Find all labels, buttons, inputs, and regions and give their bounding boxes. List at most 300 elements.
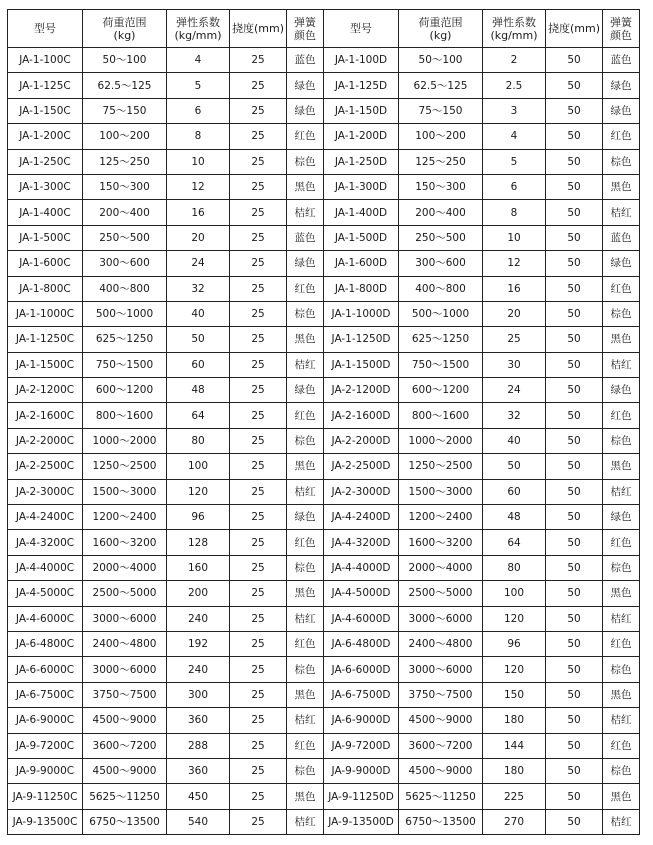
load-range-c-cell: 1600～3200 [83,530,167,555]
color-c-cell: 黑色 [287,174,324,199]
spring-rate-c-cell: 100 [167,454,230,479]
color-c-cell: 黑色 [287,682,324,707]
spring-rate-c-cell: 4 [167,48,230,73]
spring-rate-d-cell: 2.5 [483,73,546,98]
model-d-cell: JA-2-1200D [324,378,399,403]
model-d-cell: JA-4-2400D [324,505,399,530]
model-c-cell: JA-1-800C [8,276,83,301]
model-d-cell: JA-1-400D [324,200,399,225]
deflection-d-cell: 50 [546,555,603,580]
table-row [8,428,640,453]
deflection-d-cell: 50 [546,149,603,174]
color-d-cell: 红色 [603,631,640,656]
deflection-c-cell: 25 [230,530,287,555]
deflection-c-cell: 25 [230,606,287,631]
model-c-cell: JA-1-125C [8,73,83,98]
spring-rate-c-cell: 50 [167,327,230,352]
model-c-cell: JA-4-2400C [8,505,83,530]
color-d-cell: 绿色 [603,251,640,276]
header-spring-rate-c: 弹性系数 (kg/mm) [167,10,230,48]
spring-rate-d-cell: 225 [483,784,546,809]
table-row [8,505,640,530]
model-d-cell: JA-6-4800D [324,631,399,656]
load-range-d-cell: 250～500 [399,225,483,250]
deflection-c-cell: 25 [230,784,287,809]
model-d-cell: JA-2-1600D [324,403,399,428]
model-c-cell: JA-2-3000C [8,479,83,504]
load-range-c-cell: 5625～11250 [83,784,167,809]
load-range-d-cell: 125～250 [399,149,483,174]
load-range-d-cell: 3000～6000 [399,657,483,682]
load-range-c-cell: 3000～6000 [83,606,167,631]
deflection-d-cell: 50 [546,809,603,834]
load-range-d-cell: 500～1000 [399,301,483,326]
deflection-c-cell: 25 [230,327,287,352]
load-range-d-cell: 2500～5000 [399,581,483,606]
model-d-cell: JA-6-9000D [324,708,399,733]
spring-rate-c-cell: 288 [167,733,230,758]
table-row [8,403,640,428]
spring-rate-c-cell: 5 [167,73,230,98]
model-d-cell: JA-2-3000D [324,479,399,504]
spring-rate-d-cell: 6 [483,174,546,199]
spring-rate-d-cell: 2 [483,48,546,73]
spring-rate-c-cell: 20 [167,225,230,250]
table-row [8,48,640,73]
table-row [8,73,640,98]
model-d-cell: JA-9-7200D [324,733,399,758]
color-d-cell: 棕色 [603,758,640,783]
load-range-d-cell: 400～800 [399,276,483,301]
load-range-d-cell: 600～1200 [399,378,483,403]
table-row [8,682,640,707]
model-d-cell: JA-1-250D [324,149,399,174]
color-c-cell: 桔红 [287,708,324,733]
color-c-cell: 棕色 [287,149,324,174]
header-load-range-d: 荷重范围 (kg) [399,10,483,48]
deflection-c-cell: 25 [230,403,287,428]
color-c-cell: 桔红 [287,352,324,377]
deflection-d-cell: 50 [546,454,603,479]
spring-rate-d-cell: 10 [483,225,546,250]
deflection-d-cell: 50 [546,200,603,225]
model-d-cell: JA-1-1250D [324,327,399,352]
deflection-c-cell: 25 [230,251,287,276]
load-range-d-cell: 300～600 [399,251,483,276]
model-d-cell: JA-1-200D [324,124,399,149]
deflection-c-cell: 25 [230,454,287,479]
color-d-cell: 棕色 [603,555,640,580]
model-c-cell: JA-1-600C [8,251,83,276]
model-c-cell: JA-1-150C [8,98,83,123]
model-c-cell: JA-2-1200C [8,378,83,403]
color-d-cell: 桔红 [603,606,640,631]
table-row [8,809,640,834]
load-range-c-cell: 4500～9000 [83,708,167,733]
color-d-cell: 绿色 [603,73,640,98]
load-range-d-cell: 1000～2000 [399,428,483,453]
model-c-cell: JA-1-500C [8,225,83,250]
color-c-cell: 棕色 [287,657,324,682]
load-range-c-cell: 125～250 [83,149,167,174]
load-range-d-cell: 150～300 [399,174,483,199]
color-c-cell: 蓝色 [287,48,324,73]
model-d-cell: JA-9-13500D [324,809,399,834]
spring-rate-d-cell: 30 [483,352,546,377]
model-c-cell: JA-1-300C [8,174,83,199]
color-d-cell: 绿色 [603,98,640,123]
table-row [8,631,640,656]
deflection-d-cell: 50 [546,276,603,301]
color-c-cell: 棕色 [287,555,324,580]
table-row [8,327,640,352]
deflection-c-cell: 25 [230,708,287,733]
load-range-d-cell: 625～1250 [399,327,483,352]
spring-rate-d-cell: 180 [483,758,546,783]
spring-rate-d-cell: 80 [483,555,546,580]
load-range-d-cell: 3600～7200 [399,733,483,758]
spring-rate-c-cell: 60 [167,352,230,377]
load-range-d-cell: 75～150 [399,98,483,123]
color-d-cell: 红色 [603,733,640,758]
load-range-c-cell: 75～150 [83,98,167,123]
model-d-cell: JA-1-1500D [324,352,399,377]
color-d-cell: 棕色 [603,149,640,174]
load-range-c-cell: 400～800 [83,276,167,301]
model-c-cell: JA-1-400C [8,200,83,225]
color-d-cell: 黑色 [603,581,640,606]
color-d-cell: 棕色 [603,657,640,682]
table-row [8,225,640,250]
load-range-d-cell: 4500～9000 [399,708,483,733]
load-range-c-cell: 750～1500 [83,352,167,377]
model-d-cell: JA-1-125D [324,73,399,98]
load-range-c-cell: 500～1000 [83,301,167,326]
table-row [8,276,640,301]
spring-rate-c-cell: 160 [167,555,230,580]
table-row [8,733,640,758]
color-d-cell: 桔红 [603,708,640,733]
model-c-cell: JA-9-13500C [8,809,83,834]
color-d-cell: 棕色 [603,428,640,453]
deflection-d-cell: 50 [546,657,603,682]
deflection-c-cell: 25 [230,428,287,453]
header-model-d: 型号 [324,10,399,48]
header-color-d: 弹簧 颜色 [603,10,640,48]
deflection-c-cell: 25 [230,733,287,758]
color-d-cell: 红色 [603,530,640,555]
spring-rate-c-cell: 40 [167,301,230,326]
deflection-d-cell: 50 [546,631,603,656]
header-model-c: 型号 [8,10,83,48]
deflection-d-cell: 50 [546,708,603,733]
deflection-d-cell: 50 [546,581,603,606]
table-row [8,708,640,733]
spring-spec-table [7,9,640,835]
deflection-c-cell: 25 [230,631,287,656]
deflection-d-cell: 50 [546,428,603,453]
color-d-cell: 红色 [603,403,640,428]
color-d-cell: 绿色 [603,378,640,403]
color-c-cell: 黑色 [287,327,324,352]
load-range-c-cell: 600～1200 [83,378,167,403]
deflection-d-cell: 50 [546,352,603,377]
color-d-cell: 绿色 [603,505,640,530]
model-c-cell: JA-9-11250C [8,784,83,809]
spring-rate-c-cell: 96 [167,505,230,530]
color-d-cell: 蓝色 [603,225,640,250]
model-c-cell: JA-6-4800C [8,631,83,656]
color-d-cell: 桔红 [603,809,640,834]
model-c-cell: JA-1-1500C [8,352,83,377]
deflection-c-cell: 25 [230,225,287,250]
load-range-d-cell: 3000～6000 [399,606,483,631]
table-row [8,581,640,606]
model-c-cell: JA-4-4000C [8,555,83,580]
color-c-cell: 绿色 [287,98,324,123]
load-range-d-cell: 1500～3000 [399,479,483,504]
load-range-c-cell: 2500～5000 [83,581,167,606]
model-d-cell: JA-4-4000D [324,555,399,580]
color-d-cell: 蓝色 [603,48,640,73]
spring-rate-d-cell: 12 [483,251,546,276]
spring-rate-d-cell: 20 [483,301,546,326]
model-d-cell: JA-1-800D [324,276,399,301]
model-c-cell: JA-9-9000C [8,758,83,783]
spring-rate-d-cell: 16 [483,276,546,301]
deflection-d-cell: 50 [546,327,603,352]
load-range-d-cell: 62.5～125 [399,73,483,98]
load-range-c-cell: 200～400 [83,200,167,225]
load-range-c-cell: 100～200 [83,124,167,149]
spring-rate-c-cell: 10 [167,149,230,174]
model-c-cell: JA-9-7200C [8,733,83,758]
load-range-c-cell: 250～500 [83,225,167,250]
spring-rate-c-cell: 12 [167,174,230,199]
color-c-cell: 黑色 [287,581,324,606]
color-c-cell: 蓝色 [287,225,324,250]
load-range-c-cell: 150～300 [83,174,167,199]
table-row [8,479,640,504]
model-d-cell: JA-2-2000D [324,428,399,453]
load-range-c-cell: 2400～4800 [83,631,167,656]
model-d-cell: JA-1-150D [324,98,399,123]
color-c-cell: 绿色 [287,251,324,276]
spring-rate-d-cell: 120 [483,606,546,631]
deflection-c-cell: 25 [230,758,287,783]
deflection-d-cell: 50 [546,48,603,73]
model-d-cell: JA-1-600D [324,251,399,276]
color-d-cell: 红色 [603,276,640,301]
table-row [8,200,640,225]
deflection-d-cell: 50 [546,124,603,149]
color-c-cell: 绿色 [287,378,324,403]
header-row [8,10,640,48]
spring-rate-d-cell: 150 [483,682,546,707]
color-d-cell: 桔红 [603,352,640,377]
model-c-cell: JA-4-6000C [8,606,83,631]
model-c-cell: JA-6-7500C [8,682,83,707]
table-row [8,124,640,149]
header-deflection-c: 挠度(mm) [230,10,287,48]
deflection-d-cell: 50 [546,98,603,123]
deflection-c-cell: 25 [230,200,287,225]
spring-rate-c-cell: 16 [167,200,230,225]
deflection-d-cell: 50 [546,479,603,504]
spring-rate-d-cell: 32 [483,403,546,428]
color-d-cell: 桔红 [603,200,640,225]
table-row [8,657,640,682]
header-load-range-c: 荷重范围 (kg) [83,10,167,48]
load-range-d-cell: 800～1600 [399,403,483,428]
load-range-c-cell: 2000～4000 [83,555,167,580]
model-c-cell: JA-1-1000C [8,301,83,326]
color-d-cell: 黑色 [603,784,640,809]
deflection-c-cell: 25 [230,124,287,149]
deflection-d-cell: 50 [546,301,603,326]
model-d-cell: JA-6-6000D [324,657,399,682]
model-d-cell: JA-9-9000D [324,758,399,783]
load-range-d-cell: 5625～11250 [399,784,483,809]
model-d-cell: JA-1-100D [324,48,399,73]
color-c-cell: 绿色 [287,73,324,98]
table-row [8,352,640,377]
spring-rate-c-cell: 300 [167,682,230,707]
deflection-c-cell: 25 [230,73,287,98]
load-range-d-cell: 4500～9000 [399,758,483,783]
spring-rate-c-cell: 360 [167,758,230,783]
load-range-c-cell: 3000～6000 [83,657,167,682]
model-d-cell: JA-1-500D [324,225,399,250]
load-range-c-cell: 3600～7200 [83,733,167,758]
deflection-c-cell: 25 [230,174,287,199]
load-range-c-cell: 62.5～125 [83,73,167,98]
deflection-c-cell: 25 [230,98,287,123]
deflection-d-cell: 50 [546,758,603,783]
deflection-c-cell: 25 [230,276,287,301]
color-c-cell: 红色 [287,403,324,428]
model-c-cell: JA-6-9000C [8,708,83,733]
spring-rate-d-cell: 100 [483,581,546,606]
model-d-cell: JA-1-300D [324,174,399,199]
table-row [8,149,640,174]
spring-rate-c-cell: 64 [167,403,230,428]
model-d-cell: JA-4-5000D [324,581,399,606]
color-c-cell: 红色 [287,530,324,555]
deflection-c-cell: 25 [230,378,287,403]
color-d-cell: 红色 [603,124,640,149]
table-row [8,555,640,580]
color-d-cell: 黑色 [603,327,640,352]
load-range-d-cell: 100～200 [399,124,483,149]
spring-rate-c-cell: 240 [167,657,230,682]
model-d-cell: JA-9-11250D [324,784,399,809]
load-range-c-cell: 1500～3000 [83,479,167,504]
color-c-cell: 棕色 [287,758,324,783]
header-deflection-d: 挠度(mm) [546,10,603,48]
header-color-c: 弹簧 颜色 [287,10,324,48]
load-range-d-cell: 3750～7500 [399,682,483,707]
deflection-d-cell: 50 [546,403,603,428]
deflection-c-cell: 25 [230,479,287,504]
table-header [8,10,640,48]
load-range-d-cell: 6750～13500 [399,809,483,834]
deflection-c-cell: 25 [230,301,287,326]
color-d-cell: 棕色 [603,301,640,326]
spring-rate-c-cell: 24 [167,251,230,276]
table-row [8,758,640,783]
deflection-c-cell: 25 [230,809,287,834]
model-c-cell: JA-2-2000C [8,428,83,453]
table-row [8,98,640,123]
model-d-cell: JA-6-7500D [324,682,399,707]
deflection-c-cell: 25 [230,352,287,377]
load-range-c-cell: 800～1600 [83,403,167,428]
spring-rate-d-cell: 3 [483,98,546,123]
deflection-d-cell: 50 [546,251,603,276]
color-c-cell: 绿色 [287,505,324,530]
deflection-d-cell: 50 [546,784,603,809]
color-c-cell: 红色 [287,631,324,656]
spring-rate-d-cell: 96 [483,631,546,656]
load-range-c-cell: 1250～2500 [83,454,167,479]
spring-rate-d-cell: 120 [483,657,546,682]
load-range-c-cell: 4500～9000 [83,758,167,783]
table-row [8,378,640,403]
model-c-cell: JA-2-2500C [8,454,83,479]
spring-rate-c-cell: 200 [167,581,230,606]
deflection-d-cell: 50 [546,606,603,631]
spring-rate-d-cell: 24 [483,378,546,403]
color-c-cell: 红色 [287,124,324,149]
load-range-d-cell: 1600～3200 [399,530,483,555]
spring-rate-d-cell: 8 [483,200,546,225]
table-row [8,174,640,199]
spring-rate-c-cell: 48 [167,378,230,403]
spring-rate-d-cell: 5 [483,149,546,174]
deflection-c-cell: 25 [230,555,287,580]
load-range-c-cell: 300～600 [83,251,167,276]
spring-rate-d-cell: 25 [483,327,546,352]
deflection-d-cell: 50 [546,225,603,250]
color-c-cell: 黑色 [287,784,324,809]
model-c-cell: JA-1-250C [8,149,83,174]
spring-rate-c-cell: 80 [167,428,230,453]
deflection-d-cell: 50 [546,174,603,199]
color-c-cell: 桔红 [287,200,324,225]
color-d-cell: 黑色 [603,682,640,707]
deflection-d-cell: 50 [546,530,603,555]
model-c-cell: JA-6-6000C [8,657,83,682]
table-row [8,454,640,479]
load-range-c-cell: 1000～2000 [83,428,167,453]
table-body [8,48,640,835]
table-row [8,301,640,326]
deflection-d-cell: 50 [546,733,603,758]
model-c-cell: JA-1-100C [8,48,83,73]
model-c-cell: JA-1-1250C [8,327,83,352]
load-range-c-cell: 625～1250 [83,327,167,352]
spring-rate-c-cell: 240 [167,606,230,631]
deflection-d-cell: 50 [546,73,603,98]
spring-rate-d-cell: 64 [483,530,546,555]
deflection-d-cell: 50 [546,378,603,403]
model-d-cell: JA-1-1000D [324,301,399,326]
table-row [8,606,640,631]
deflection-c-cell: 25 [230,657,287,682]
load-range-c-cell: 50～100 [83,48,167,73]
spring-rate-c-cell: 540 [167,809,230,834]
